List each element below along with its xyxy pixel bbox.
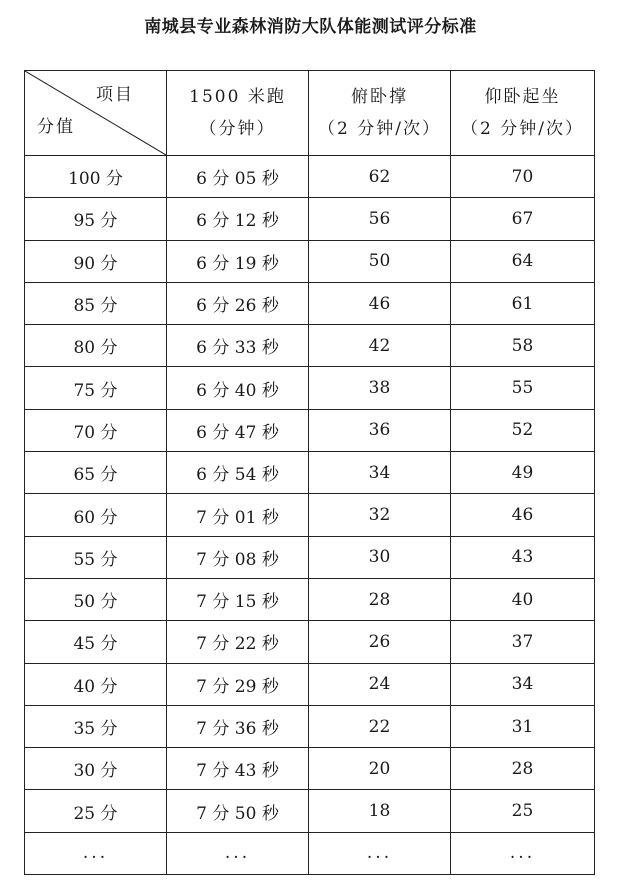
diag-label-score: 分值: [37, 117, 75, 137]
pushup-cell: 32: [309, 494, 451, 536]
col-header-run-line2: （分钟）: [199, 119, 276, 139]
situp-cell: 40: [451, 578, 595, 620]
table-row: [25, 367, 595, 409]
col-header-run: [167, 71, 309, 156]
situp-cell: 28: [451, 748, 595, 790]
situp-cell: 37: [451, 621, 595, 663]
situp-cell: 49: [451, 452, 595, 494]
pushup-cell: 20: [309, 748, 451, 790]
situp-cell: 52: [451, 409, 595, 451]
pushup-cell: 18: [309, 790, 451, 832]
situp-cell: 43: [451, 536, 595, 578]
score-cell: 45 分: [25, 621, 167, 663]
score-cell: 75 分: [25, 367, 167, 409]
table-row: [25, 663, 595, 705]
col-header-run-line1: 1500 米跑: [189, 86, 286, 107]
run-time-cell: 6 分 47 秒: [167, 409, 309, 451]
score-cell: 25 分: [25, 790, 167, 832]
run-time-cell: 7 分 36 秒: [167, 705, 309, 747]
run-time-cell: 6 分 40 秒: [167, 367, 309, 409]
score-cell: 30 分: [25, 748, 167, 790]
score-table: [24, 70, 595, 875]
pushup-cell: 38: [309, 367, 451, 409]
situp-cell: 70: [451, 156, 595, 198]
score-cell: 50 分: [25, 578, 167, 620]
table-row: [25, 452, 595, 494]
situp-cell: 31: [451, 705, 595, 747]
table-row: [25, 156, 595, 198]
run-time-cell: 7 分 08 秒: [167, 536, 309, 578]
run-time-cell: 7 分 22 秒: [167, 621, 309, 663]
run-time-cell: 6 分 33 秒: [167, 325, 309, 367]
table-row: [25, 832, 595, 874]
score-cell: 95 分: [25, 198, 167, 240]
run-time-cell: 7 分 15 秒: [167, 578, 309, 620]
table-row: [25, 409, 595, 451]
diag-label-item: 项目: [96, 85, 134, 105]
score-cell: 70 分: [25, 409, 167, 451]
pushup-cell: 28: [309, 578, 451, 620]
pushup-cell: 50: [309, 240, 451, 282]
table-row: [25, 578, 595, 620]
pushup-cell: 24: [309, 663, 451, 705]
table-header-row: [25, 71, 595, 156]
col-header-situp: [451, 71, 595, 156]
run-time-cell: 7 分 29 秒: [167, 663, 309, 705]
pushup-cell: 42: [309, 325, 451, 367]
table-row: [25, 282, 595, 324]
table-row: [25, 621, 595, 663]
score-cell: 65 分: [25, 452, 167, 494]
score-cell: 60 分: [25, 494, 167, 536]
run-time-cell: 7 分 43 秒: [167, 748, 309, 790]
situp-cell: 55: [451, 367, 595, 409]
situp-cell: 34: [451, 663, 595, 705]
situp-cell: 46: [451, 494, 595, 536]
table-row: [25, 790, 595, 832]
situp-cell: 61: [451, 282, 595, 324]
score-cell: ...: [25, 832, 167, 874]
pushup-cell: 36: [309, 409, 451, 451]
run-time-cell: 6 分 05 秒: [167, 156, 309, 198]
run-time-cell: 7 分 01 秒: [167, 494, 309, 536]
score-cell: 100 分: [25, 156, 167, 198]
score-cell: 90 分: [25, 240, 167, 282]
col-header-situp-line1: 仰卧起坐: [484, 86, 561, 107]
situp-cell: 67: [451, 198, 595, 240]
diagonal-header-cell: [25, 71, 167, 156]
run-time-cell: 6 分 26 秒: [167, 282, 309, 324]
table-row: [25, 240, 595, 282]
col-header-situp-line2: （2 分钟/次）: [461, 119, 584, 139]
score-cell: 80 分: [25, 325, 167, 367]
situp-cell: ...: [451, 832, 595, 874]
pushup-cell: 22: [309, 705, 451, 747]
table-row: [25, 748, 595, 790]
pushup-cell: 26: [309, 621, 451, 663]
pushup-cell: ...: [309, 832, 451, 874]
table-row: [25, 494, 595, 536]
run-time-cell: 7 分 50 秒: [167, 790, 309, 832]
pushup-cell: 62: [309, 156, 451, 198]
score-cell: 85 分: [25, 282, 167, 324]
pushup-cell: 34: [309, 452, 451, 494]
table-row: [25, 705, 595, 747]
situp-cell: 25: [451, 790, 595, 832]
table-row: [25, 325, 595, 367]
run-time-cell: 6 分 12 秒: [167, 198, 309, 240]
pushup-cell: 56: [309, 198, 451, 240]
pushup-cell: 30: [309, 536, 451, 578]
score-cell: 35 分: [25, 705, 167, 747]
situp-cell: 64: [451, 240, 595, 282]
col-header-pushup: [309, 71, 451, 156]
run-time-cell: 6 分 54 秒: [167, 452, 309, 494]
table-row: [25, 536, 595, 578]
score-cell: 55 分: [25, 536, 167, 578]
col-header-pushup-line1: 俯卧撑: [351, 86, 408, 107]
situp-cell: 58: [451, 325, 595, 367]
page-title: 南城县专业森林消防大队体能测试评分标准: [144, 17, 477, 37]
run-time-cell: 6 分 19 秒: [167, 240, 309, 282]
table-body: [25, 156, 595, 875]
run-time-cell: ...: [167, 832, 309, 874]
pushup-cell: 46: [309, 282, 451, 324]
table-row: [25, 198, 595, 240]
col-header-pushup-line2: （2 分钟/次）: [318, 119, 441, 139]
score-cell: 40 分: [25, 663, 167, 705]
